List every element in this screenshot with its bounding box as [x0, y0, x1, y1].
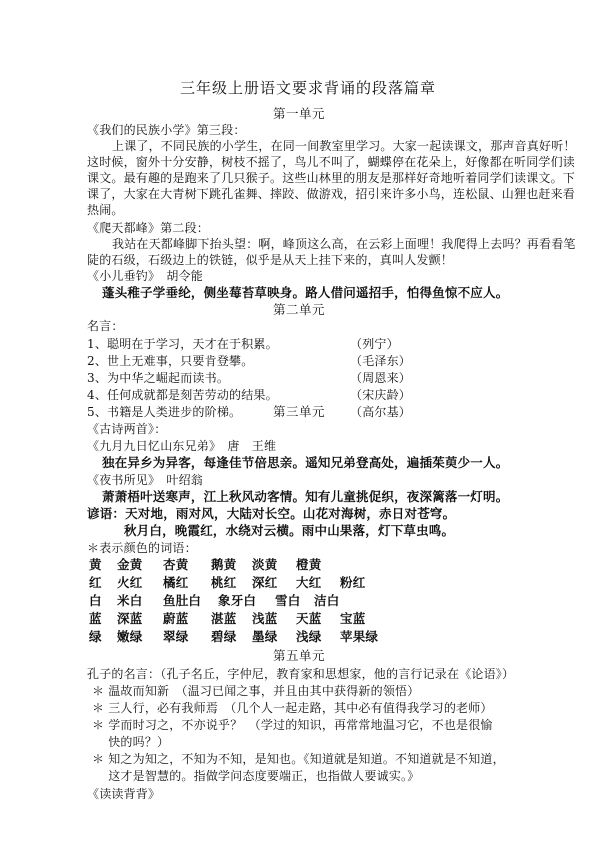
unit1-section1-title: 《我们的民族小学》第三段：: [87, 123, 246, 137]
quote-author: （毛泽东）: [350, 354, 412, 368]
poem1-title: 《九月九日忆山东兄弟》 唐 王维: [87, 439, 277, 453]
unit1-heading: 第一单元: [273, 106, 326, 121]
color-word: 红: [89, 575, 102, 590]
color-word: 深蓝: [117, 611, 143, 626]
color-word: 鱼肚白: [163, 593, 202, 608]
color-word: 大红: [296, 575, 322, 590]
confucius-item: 快的吗？）: [92, 735, 170, 749]
unit1-poem: 蓬头稚子学垂纶，侧坐莓苔草映身。路人借问遥招手，怕得鱼惊不应人。: [102, 285, 509, 300]
color-word: 绿: [89, 629, 102, 644]
quote-text: 1、聪明在于学习，天才在于积累。: [87, 337, 278, 351]
unit1-s1-line: 热闹。: [87, 203, 124, 217]
confucius-item: 这才是智慧的。指做学问态度要端正，也指做人要诚实。》: [92, 769, 420, 783]
quote-text: 5、书籍是人类进步的阶梯。: [87, 405, 242, 419]
page-title: 三年级上册语文要求背诵的段落篇章: [180, 79, 437, 97]
quote-text: 3、为中华之崛起而读书。: [87, 371, 230, 385]
color-word: 淡黄: [252, 557, 278, 572]
color-word: 象牙白: [218, 593, 257, 608]
unit1-s1-line: 课了，大家在大青树下跳孔雀舞、摔跤、做游戏，招引来许多小鸟，连松鼠、山狸也赶来看: [87, 187, 576, 201]
color-word: 火红: [117, 575, 143, 590]
poem1-text: 独在异乡为异客，每逢佳节倍思亲。遥知兄弟登高处，遍插茱萸少一人。: [102, 455, 509, 470]
color-word: 橘红: [163, 575, 189, 590]
unit1-section2-title: 《爬天都峰》第二段：: [87, 221, 210, 235]
color-word: 翠绿: [163, 629, 189, 644]
unit1-s2-line: 陡的石级，石级边上的铁链，似乎是从天上挂下来的，真叫人发颤！: [87, 253, 454, 267]
confucius-item: ＊ 三人行，必有我师焉 （几个人一起走路，其中必有值得我学习的老师）: [92, 701, 493, 715]
color-word: 浅绿: [296, 629, 322, 644]
unit2-heading: 第二单元: [273, 302, 326, 317]
color-word: 桃红: [211, 575, 237, 590]
color-word: 洁白: [314, 593, 340, 608]
color-word: 苹果绿: [340, 629, 379, 644]
color-word: 粉红: [340, 575, 366, 590]
unit1-s1-line: 这时候，窗外十分安静，树枝不摇了，鸟儿不叫了，蝴蝶停在花朵上，好像都在听同学们读: [87, 155, 576, 169]
unit1-s1-line: 上课了，不同民族的小学生，在同一间教室里学习。大家一起读课文，那声音真好听！: [112, 139, 576, 153]
poem2-title: 《夜书所见》 叶绍翁: [87, 473, 204, 487]
color-word: 湛蓝: [211, 611, 237, 626]
duiyun-line: 秋月白，晚霞红，水绕对云横。雨中山果落，灯下草虫鸣。: [124, 523, 455, 538]
color-word: 黄: [89, 557, 102, 572]
poem2-text: 萧萧梧叶送寒声，江上秋风动客情。知有儿童挑促织，夜深篱落一灯明。: [102, 489, 509, 504]
quote-author: （高尔基）: [350, 405, 412, 419]
color-word: 蔚蓝: [163, 611, 189, 626]
color-word: 宝蓝: [340, 611, 366, 626]
color-word: 白: [89, 593, 102, 608]
color-word: 杏黄: [163, 557, 189, 572]
unit1-s1-line: 课文。最有趣的是跑来了几只猴子。这些山林里的朋友是那样好奇地听着同学们读课文。下: [87, 171, 576, 185]
confucius-item: ＊ 学而时习之，不亦说乎？ （学过的知识，再常常地温习它，不也是很愉: [92, 718, 493, 732]
quote-text: 2、世上无难事，只要肯登攀。: [87, 354, 254, 368]
duiyun-line: 谚语：天对地，雨对风，大陆对长空。山花对海树，赤日对苍穹。: [87, 506, 456, 521]
unit1-s2-line: 我站在天都峰脚下抬头望：啊，峰顶这么高，在云彩上面哩！我爬得上去吗？再看看笔: [112, 237, 576, 251]
unit2-label: 名言：: [87, 319, 124, 333]
confucius-item: ＊ 温故而知新 （温习已闻之事，并且由其中获得新的领悟）: [92, 684, 420, 698]
color-word: 天蓝: [296, 611, 322, 626]
color-word: 米白: [117, 593, 143, 608]
color-word: 橙黄: [296, 557, 322, 572]
color-word: 浅蓝: [252, 611, 278, 626]
quote-text: 4、任何成就都是刻苦劳动的结果。: [87, 388, 278, 402]
color-word: 墨绿: [252, 629, 278, 644]
color-word: 雪白: [275, 593, 301, 608]
quote-author: （周恩来）: [350, 371, 412, 385]
unit3-ancient-label: 《古诗两首》：: [87, 422, 167, 436]
color-word: 蓝: [89, 611, 102, 626]
last-section-title: 《读读背背》: [87, 787, 161, 801]
confucius-item: ＊ 知之为知之，不知为不知，是知也。《知道就是知道。不知道就是不知道，: [92, 752, 505, 766]
quote-author: （列宁）: [350, 337, 399, 351]
unit3-heading: 第三单元: [273, 404, 326, 419]
color-word: 金黄: [117, 557, 143, 572]
color-words-label: ＊表示颜色的词语：: [87, 541, 197, 555]
color-word: 碧绿: [211, 629, 237, 644]
color-word: 鹅黄: [211, 557, 237, 572]
quote-author: （宋庆龄）: [350, 388, 412, 402]
color-word: 嫩绿: [117, 629, 143, 644]
color-word: 深红: [252, 575, 278, 590]
unit1-section3-title: 《小儿垂钓》 胡令能: [87, 269, 204, 283]
unit5-intro: 孔子的名言：（孔子名丘，字仲尼，教育家和思想家，他的言行记录在《论语》）: [87, 667, 515, 681]
unit5-heading: 第五单元: [273, 648, 326, 663]
